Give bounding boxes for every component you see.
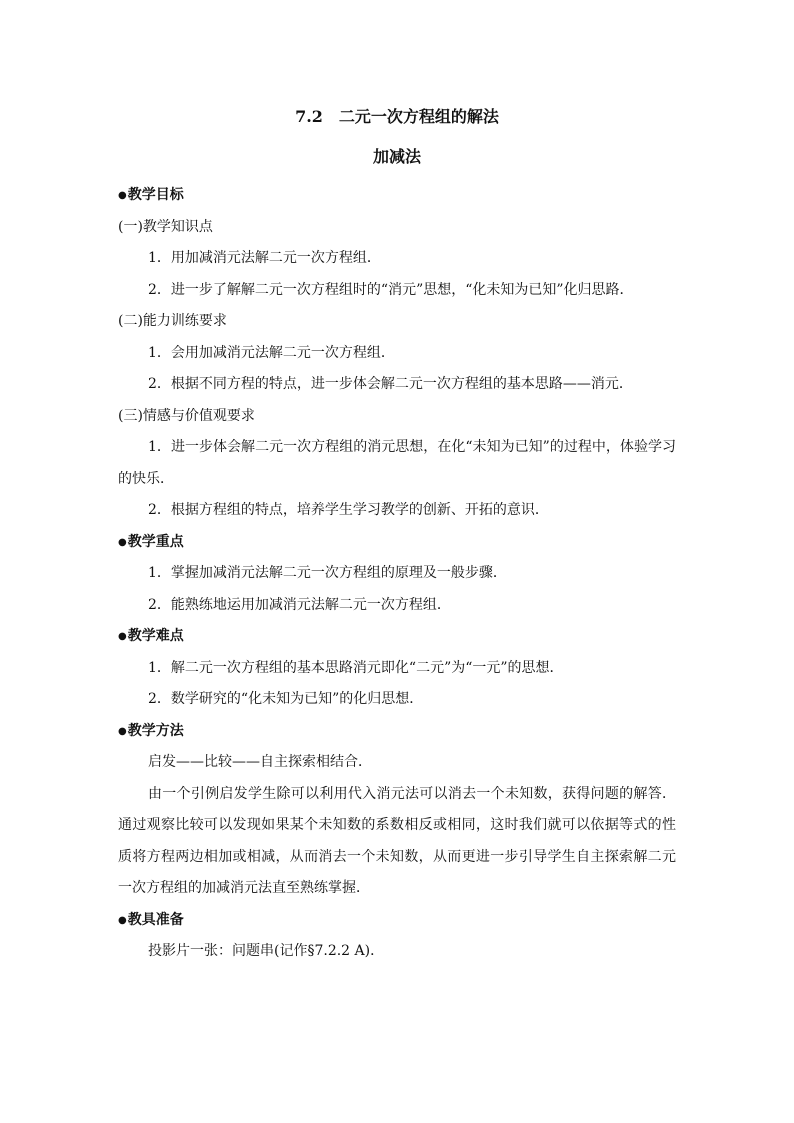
bullet-icon: ● xyxy=(118,536,127,548)
document-title: 7.2 二元一次方程组的解法 xyxy=(295,107,499,126)
paragraph: 启发——比较——自主探索相结合． xyxy=(148,754,372,770)
section-heading-difficulties-text: 教学难点 xyxy=(127,628,184,644)
bullet-icon: ● xyxy=(118,631,127,642)
section-heading-materials-text: 教具准备 xyxy=(127,911,184,928)
subsection-label-knowledge: (一)教学知识点 xyxy=(118,218,213,235)
paragraph: 投影片一张：问题串(记作§7.2.2 A)． xyxy=(148,943,385,959)
list-item: 1．掌握加减消元法解二元一次方程组的原理及一般步骤． xyxy=(148,565,507,581)
section-heading-goals-text: 教学目标 xyxy=(127,187,184,203)
list-item: 1．用加减消元法解二元一次方程组． xyxy=(148,250,381,266)
section-heading-key-points xyxy=(118,527,676,559)
list-item: 1．解二元一次方程组的基本思路消元即化“二元”为“一元”的思想． xyxy=(148,659,564,676)
list-item: 2．根据方程组的特点，培养学生学习教学的创新、开拓的意识． xyxy=(148,502,549,518)
subsection-label-ability: (二)能力训练要求 xyxy=(118,313,227,329)
list-item: 2．能熟练地运用加减消元法解二元一次方程组． xyxy=(148,596,451,613)
bullet-icon: ● xyxy=(118,914,127,926)
bullet-icon: ● xyxy=(118,725,127,737)
bullet-icon: ● xyxy=(118,190,127,201)
section-heading-methods xyxy=(118,716,676,748)
section-heading-difficulties xyxy=(118,621,676,653)
list-item: 2．数学研究的“化未知为已知”的化归思想． xyxy=(148,691,424,707)
document-body xyxy=(118,100,676,968)
section-heading-materials xyxy=(118,905,676,937)
list-item: 1．进一步体会解二元一次方程组的消元思想，在化“未知为已知”的过程中，体验学习的快乐． xyxy=(118,439,676,487)
document-subtitle: 加减法 xyxy=(372,147,421,166)
section-heading-methods-text: 教学方法 xyxy=(127,722,184,739)
section-heading-key-points-text: 教学重点 xyxy=(127,533,184,550)
paragraph: 由一个引例启发学生除可以利用代入消元法可以消去一个未知数，获得问题的解答．通过观察比较可以发现如果某个未知数的系数相反或相同，这时我们就可以依据等式的性质将方程两边相加或相减，从而消去一个未知数，从而更进一步引导学生自主探索解二元一次方程组的加减消元法直至熟练掌握． xyxy=(118,785,676,896)
list-item: 2．根据不同方程的特点，进一步体会解二元一次方程组的基本思路——消元． xyxy=(148,376,633,392)
subsection-label-emotion: (三)情感与价值观要求 xyxy=(118,407,255,424)
list-item: 1．会用加减消元法解二元一次方程组． xyxy=(148,344,395,361)
list-item: 2．进一步了解解二元一次方程组时的“消元”思想，“化未知为已知”化归思路． xyxy=(148,281,634,298)
section-heading-goals xyxy=(118,180,676,212)
